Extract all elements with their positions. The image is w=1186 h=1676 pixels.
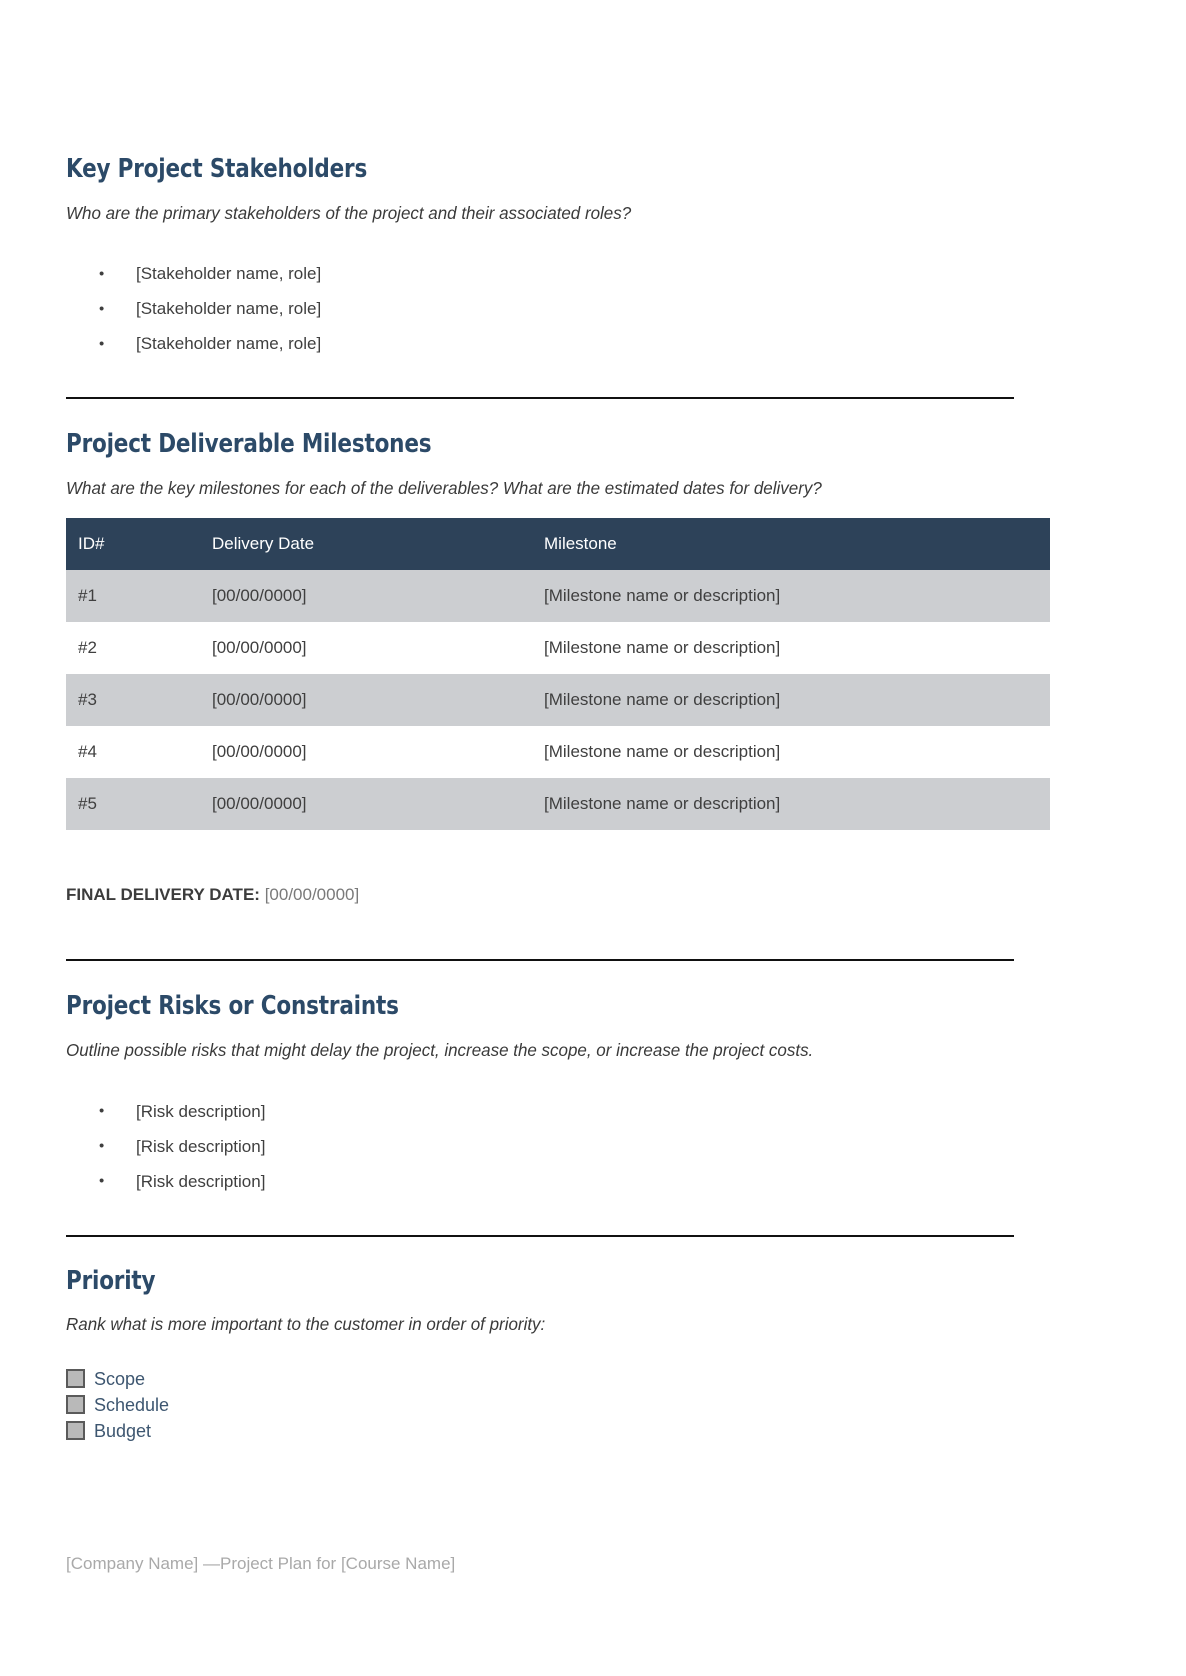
stakeholder-bullet-text: • [Stakeholder name, role] (136, 264, 322, 284)
risk-bullet-text: • [Risk description] (136, 1171, 266, 1191)
priority-option-scope[interactable] (66, 1366, 1014, 1392)
stakeholder-bullet-list (66, 256, 1014, 361)
milestone-table (66, 518, 1050, 830)
checkbox-icon[interactable] (66, 1395, 85, 1414)
final-delivery-date (66, 885, 1014, 905)
table-row (66, 778, 1050, 830)
list-item (66, 256, 1014, 291)
priority-option-label: Scope (94, 1368, 146, 1389)
section-heading-priority: Priority (66, 1265, 156, 1296)
section-prompt-milestones: What are the key milestones for each of the deliverables? What are the estimated dates for delivery? (66, 477, 822, 498)
table-row (66, 570, 1050, 622)
table-row (66, 622, 1050, 674)
section-heading-risks: Project Risks or Constraints (66, 991, 399, 1022)
risk-bullet-text: • [Risk description] (136, 1101, 266, 1121)
list-item (66, 1164, 1014, 1199)
cell-milestone[interactable]: [Milestone name or description] (532, 726, 1050, 778)
cell-id: #5 (66, 778, 200, 830)
page-footer: [Company Name] —Project Plan for [Course Name] (66, 1553, 456, 1573)
list-item (66, 1094, 1014, 1129)
cell-id: #4 (66, 726, 200, 778)
milestone-table-body (66, 570, 1050, 830)
checkbox-icon[interactable] (66, 1421, 85, 1440)
section-prompt-risks: Outline possible risks that might delay the project, increase the scope, or increase the project costs. (66, 1040, 814, 1061)
section-heading-milestones: Project Deliverable Milestones (66, 429, 432, 460)
cell-delivery-date[interactable]: [00/00/0000] (200, 778, 532, 830)
column-header-milestone: Milestone (532, 518, 1050, 570)
cell-id: #3 (66, 674, 200, 726)
section-prompt-priority: Rank what is more important to the customer in order of priority: (66, 1314, 546, 1335)
section-prompt-stakeholders: Who are the primary stakeholders of the project and their associated roles? (66, 202, 632, 223)
cell-milestone[interactable]: [Milestone name or description] (532, 778, 1050, 830)
section-heading-stakeholders: Key Project Stakeholders (66, 154, 368, 184)
cell-id: #1 (66, 570, 200, 622)
stakeholder-bullet-text: • [Stakeholder name, role] (136, 299, 322, 319)
cell-delivery-date[interactable]: [00/00/0000] (200, 674, 532, 726)
risk-bullet-text: • [Risk description] (136, 1136, 266, 1156)
table-header-row (66, 518, 1050, 570)
priority-option-budget[interactable] (66, 1418, 1014, 1444)
table-row (66, 726, 1050, 778)
priority-checkbox-list (66, 1366, 1014, 1444)
column-header-id: ID# (66, 518, 200, 570)
document-content (66, 0, 1014, 1591)
stakeholder-bullet-text: • [Stakeholder name, role] (136, 334, 322, 354)
priority-option-label: Schedule (94, 1394, 170, 1415)
cell-id: #2 (66, 622, 200, 674)
cell-milestone[interactable]: [Milestone name or description] (532, 622, 1050, 674)
final-delivery-label: FINAL DELIVERY DATE: (66, 885, 260, 905)
cell-delivery-date[interactable]: [00/00/0000] (200, 622, 532, 674)
cell-milestone[interactable]: [Milestone name or description] (532, 674, 1050, 726)
cell-milestone[interactable]: [Milestone name or description] (532, 570, 1050, 622)
cell-delivery-date[interactable]: [00/00/0000] (200, 726, 532, 778)
table-row (66, 674, 1050, 726)
risk-bullet-list (66, 1094, 1014, 1199)
list-item (66, 326, 1014, 361)
list-item (66, 291, 1014, 326)
column-header-delivery-date: Delivery Date (200, 518, 532, 570)
checkbox-icon[interactable] (66, 1369, 85, 1388)
priority-option-label: Budget (94, 1420, 152, 1441)
priority-option-schedule[interactable] (66, 1392, 1014, 1418)
final-delivery-value[interactable]: [00/00/0000] (264, 885, 360, 905)
list-item (66, 1129, 1014, 1164)
cell-delivery-date[interactable]: [00/00/0000] (200, 570, 532, 622)
milestone-table-head (66, 518, 1050, 570)
